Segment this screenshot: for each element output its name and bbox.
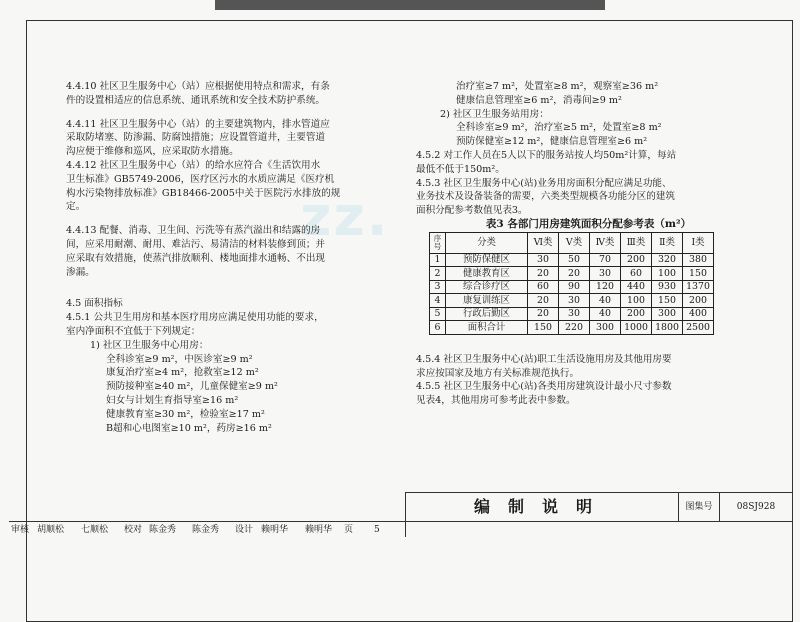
table-cell: 20 <box>528 307 559 321</box>
table-cell: 1370 <box>683 280 714 294</box>
table-cell: 150 <box>683 267 714 281</box>
table-cell: 40 <box>590 294 621 308</box>
table-row <box>430 307 714 321</box>
table-title: 表3 各部门用房建筑面积分配参考表（m²） <box>485 217 692 230</box>
table-cell: 100 <box>652 267 683 281</box>
table-header-cell: Ⅴ类 <box>559 232 590 253</box>
item-1-title: 1) 社区卫生服务中心用房： <box>90 339 209 351</box>
area-allocation-table <box>429 232 714 335</box>
watermark: zz. <box>300 185 390 248</box>
table-cell: 150 <box>652 294 683 308</box>
top-scan-mark <box>215 0 605 10</box>
clause-4-4-13: 4.4.13 配餐、消毒、卫生间、污洗等有蒸汽溢出和结露的房 间，应采用耐潮、耐用、难沾污、易清洁的材料装修到顶；并 应采取有效措施，使蒸汽排放顺利、楼地面排水通畅、不出现 渗漏。 <box>66 225 326 278</box>
table-header-cell: Ⅱ类 <box>652 232 683 253</box>
table-cell: 康复训练区 <box>446 294 528 308</box>
table-header-cell: Ⅰ类 <box>683 232 714 253</box>
table-cell: 3 <box>430 280 446 294</box>
item-1-continued <box>416 80 761 108</box>
table-cell: 220 <box>559 321 590 335</box>
reviewer-label: 审核 <box>11 525 30 535</box>
reviewer-name: 胡顺松 <box>37 525 65 535</box>
list-item: 康复治疗室≥4 m²，抢救室≥12 m² <box>106 367 259 379</box>
page-label: 页 <box>344 525 354 535</box>
table-cell: 300 <box>590 321 621 335</box>
table-cell: 200 <box>621 253 652 267</box>
list-item: 全科诊室≥9 m²，治疗室≥5 m²，处置室≥8 m² <box>456 122 662 134</box>
clause-4-5-5: 4.5.5 社区卫生服务中心(站)各类用房建筑设计最小尺寸参数 见表4，其他用房可参考此表中参数。 <box>416 381 672 407</box>
item-1-list <box>66 353 396 436</box>
table-cell: 2500 <box>683 321 714 335</box>
item-2-list <box>416 121 761 149</box>
table-cell: 300 <box>652 307 683 321</box>
drawing-title: 编制说明 <box>406 493 679 521</box>
table-cell: 50 <box>559 253 590 267</box>
table-cell: 320 <box>652 253 683 267</box>
list-item: 全科诊室≥9 m²，中医诊室≥9 m² <box>106 353 253 365</box>
table-row <box>430 294 714 308</box>
table-cell: 150 <box>528 321 559 335</box>
table-cell: 1 <box>430 253 446 267</box>
table-header-cell: Ⅵ类 <box>528 232 559 253</box>
clause-4-4-10: 4.4.10 社区卫生服务中心（站）应根据使用特点和需求，有条 件的设置相适应的信息系统、通讯系统和安全技术防护系统。 <box>66 81 330 106</box>
table-cell: 健康教育区 <box>446 267 528 281</box>
clause-4-5-2: 4.5.2 对工作人员在5人以下的服务站按人均50m²计算，每站 最低不低于150m²。 <box>416 149 677 175</box>
table-cell: 5 <box>430 307 446 321</box>
table-cell: 6 <box>430 321 446 335</box>
designer-label: 设计 <box>235 525 254 535</box>
table-header-cell: 分类 <box>446 232 528 253</box>
atlas-number: 08SJ928 <box>736 502 776 512</box>
table-header-row <box>430 232 714 253</box>
list-item: 健康信息管理室≥6 m²，消毒间≥9 m² <box>456 94 622 106</box>
list-item: B超和心电图室≥10 m²，药房≥16 m² <box>106 422 272 434</box>
checker-name: 陈金秀 <box>149 525 177 535</box>
clause-4-4-11: 4.4.11 社区卫生服务中心（站）的主要建筑物内，排水管道应 采取防堵塞、防渗漏、防腐蚀措施；应设置管道井，主要管道 沟应便于维修和巡风，应采取防水措施。 <box>66 118 330 158</box>
table-cell: 400 <box>683 307 714 321</box>
left-column <box>66 80 396 435</box>
list-item: 预防保健室≥12 m²，健康信息管理室≥6 m² <box>456 136 648 148</box>
table-cell: 30 <box>590 267 621 281</box>
table-cell: 440 <box>621 280 652 294</box>
table-header-cell: Ⅲ类 <box>621 232 652 253</box>
table-row <box>430 280 714 294</box>
title-block <box>11 492 792 537</box>
table-cell: 行政后勤区 <box>446 307 528 321</box>
table-row <box>430 253 714 267</box>
table-cell: 380 <box>683 253 714 267</box>
table-header-cell: 序号 <box>430 232 446 253</box>
checker-label: 校对 <box>124 525 143 535</box>
atlas-number-label: 图集号 <box>679 493 720 521</box>
table-cell: 4 <box>430 294 446 308</box>
clause-4-4-12: 4.4.12 社区卫生服务中心（站）的给水应符合《生活饮用水 卫生标准》GB5749-2006，医疗区污水的水质应满足《医疗机 构水污染物排放标准》GB18466-2005中关于医院污水排放的规 定。 <box>66 159 341 213</box>
table-cell: 60 <box>528 280 559 294</box>
designer-name: 赖明华 <box>261 525 289 535</box>
list-item: 健康教育室≥30 m²，检验室≥17 m² <box>106 408 265 420</box>
table-cell: 30 <box>559 307 590 321</box>
table-cell: 综合诊疗区 <box>446 280 528 294</box>
table-cell: 2 <box>430 267 446 281</box>
table-cell: 1000 <box>621 321 652 335</box>
table-row <box>430 321 714 335</box>
designer-signature: 赖明华 <box>305 525 333 535</box>
signature-row <box>9 521 792 538</box>
table-cell: 20 <box>528 294 559 308</box>
table-row <box>430 267 714 281</box>
table-cell: 20 <box>559 267 590 281</box>
clause-4-5-1: 4.5.1 公共卫生用房和基本医疗用房应满足使用功能的要求， 室内净面积不宜低于下列规定： <box>66 312 324 337</box>
item-2-title: 2) 社区卫生服务站用房： <box>440 108 549 120</box>
page-number: 5 <box>374 525 380 535</box>
table-cell: 90 <box>559 280 590 294</box>
table-cell: 预防保健区 <box>446 253 528 267</box>
table-cell: 40 <box>590 307 621 321</box>
checker-signature: 陈金秀 <box>192 525 220 535</box>
table-cell: 1800 <box>652 321 683 335</box>
table-cell: 60 <box>621 267 652 281</box>
clause-4-5-4: 4.5.4 社区卫生服务中心(站)职工生活设施用房及其他用房要 求应按国家及地方有关标准规范执行。 <box>416 353 672 379</box>
table-cell: 30 <box>528 253 559 267</box>
table-header-cell: Ⅳ类 <box>590 232 621 253</box>
table-cell: 930 <box>652 280 683 294</box>
reviewer-signature: 七顺松 <box>81 525 109 535</box>
list-item: 妇女与计划生育指导室≥16 m² <box>106 394 239 406</box>
table-cell: 200 <box>683 294 714 308</box>
table-cell: 200 <box>621 307 652 321</box>
table-cell: 面积合计 <box>446 321 528 335</box>
section-heading: 4.5 面积指标 <box>66 298 123 310</box>
right-column <box>416 80 761 408</box>
table-cell: 120 <box>590 280 621 294</box>
table-cell: 70 <box>590 253 621 267</box>
table-cell: 30 <box>559 294 590 308</box>
list-item: 预防接种室≥40 m²，儿童保健室≥9 m² <box>106 381 278 393</box>
table-cell: 20 <box>528 267 559 281</box>
clause-4-5-3: 4.5.3 社区卫生服务中心(站)业务用房面积分配应满足功能、 业务技术及设备装备的需要，六类类型规模各功能分区的建筑 面积分配参考数值见表3。 <box>416 177 676 217</box>
list-item: 治疗室≥7 m²，处置室≥8 m²，观察室≥36 m² <box>456 81 659 92</box>
table-cell: 100 <box>621 294 652 308</box>
